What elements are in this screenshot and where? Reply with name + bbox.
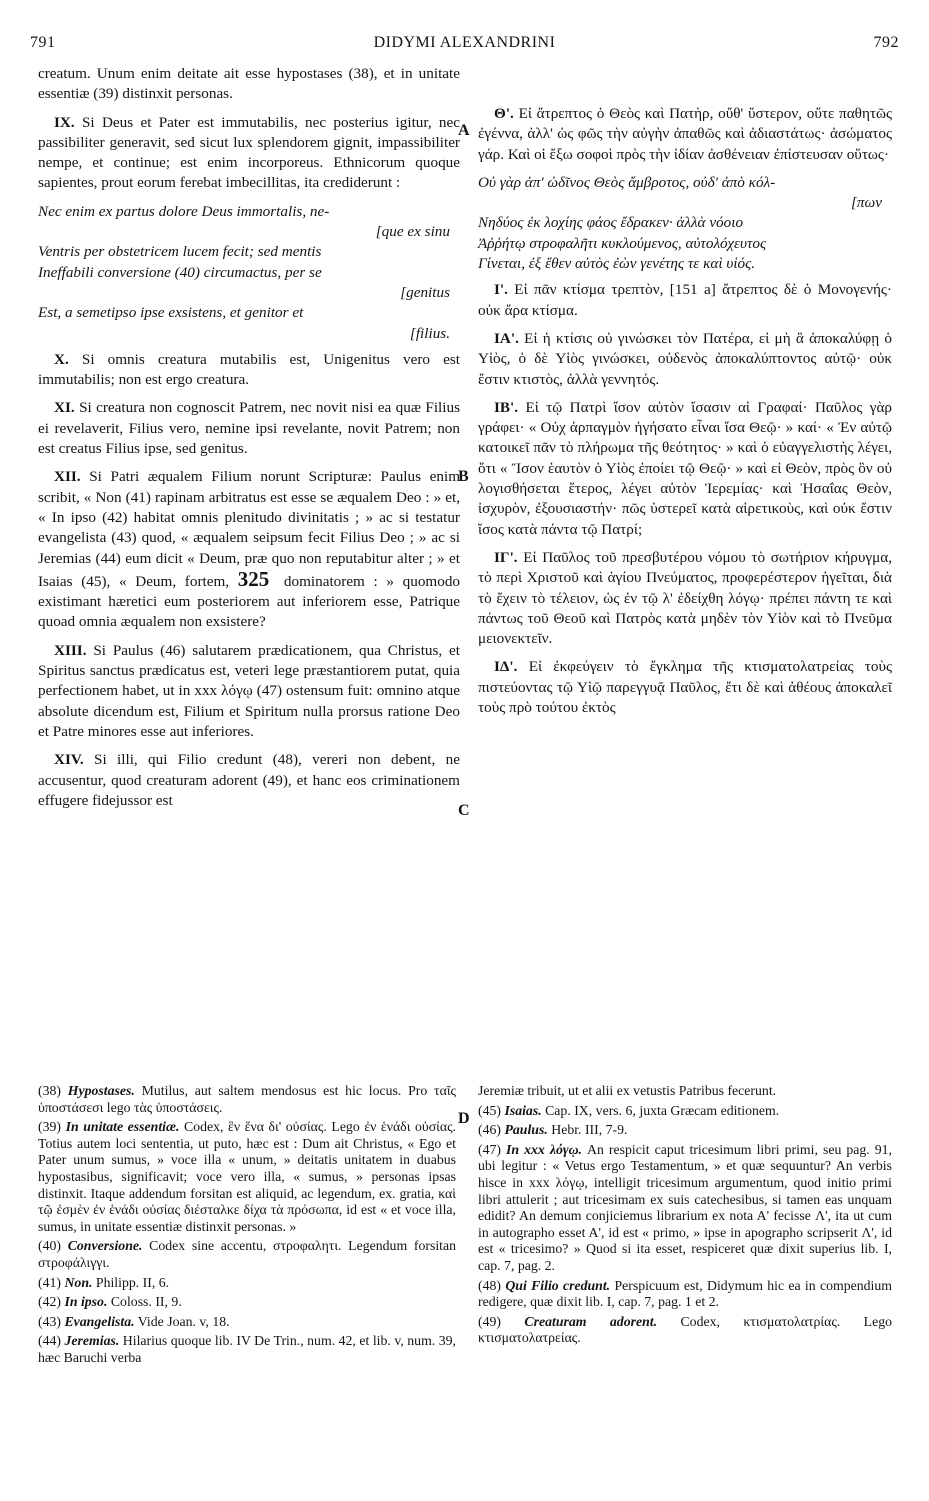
page-number-left: 791 bbox=[30, 34, 56, 51]
section-marker-c: C bbox=[458, 802, 470, 819]
footnote: (46) Paulus. Hebr. III, 7-9. bbox=[478, 1122, 628, 1138]
latin-section-12: XII. Si Patri æqualem Filium norunt Scripturæ: Paulus enim scribit, « Non (41) rapinam arbitratus est esse se æqualem Deo : » et, « In ipso (42) habitat omnis plenitudo divinitatis ; » ac si testatur evangelista (43) quod, « æqualem seipsum fecit Filius Deo ; » ac si Jeremias (44) eum dicit « Deum, præ quo non reputabitur alter ; » et Isaias (45), « Deum, fortem, 325 dominatorem : » quomodo existimant hæretici eum posteriorem aut inferiorem esse, Patrique quoad omnia æqualem non exsistere? bbox=[38, 468, 461, 631]
footnotes-left bbox=[38, 1083, 456, 1370]
latin-section-10: X. Si omnis creatura mutabilis est, Unigenitus vero est immutabilis; non est ergo creatura. bbox=[38, 350, 460, 389]
section-marker-d: D bbox=[458, 1110, 470, 1127]
footnote: (49) Creaturam adorent. Codex, κτισματολατρίας. Lego κτισματολατρείας. bbox=[478, 1313, 893, 1346]
running-header bbox=[30, 34, 899, 56]
latin-verse: Nec enim ex partus dolore Deus immortalis, ne- [que ex sinu Ventris per obstetricem lucem fecit; sed mentis Ineffabili conversione (40) circumactus, per se [genitus Est, a semetipso ipse exsistens, et genitor et [filius. bbox=[38, 202, 450, 342]
footnote: (44) Jeremias. Hilarius quoque lib. IV De Trin., num. 42, et lib. v, num. 39, hæc Baruchi verba bbox=[38, 1333, 456, 1365]
footnote: (39) In unitate essentiæ. Codex, ἓν ἕνα δι' οὐσίας. Lego ἐν ἑνάδι οὐσίας. Totius autem loci sententia, ut puto, hæc est : Dum ait Christus, « Ego et Pater unum sumus, » voce illa « unum, » deitatis unitatem in duabus hypostasibus, significavit; voce vero illa, « sumus, » personas ipsas distinxit. Itaque addendum forsitan est aliquid, ac legendum, ex. gratia, καὶ τῷ ἐσμὲν ἐν ἑνάδι οὐσίας διέσταλκε δίχα τὰ πρόσωπα, id est « et voce illa, sumus, in unitate essentiæ distinxit personas. » bbox=[38, 1119, 457, 1234]
running-title: DIDYMI ALEXANDRINI bbox=[373, 34, 556, 51]
footnote: Jeremiæ tribuit, ut et alii ex vetustis Patribus fecerunt. bbox=[478, 1083, 777, 1098]
section-marker-b: B bbox=[458, 468, 469, 485]
latin-section-9: IX. Si Deus et Pater est immutabilis, nec posterius igitur, nec passibiliter generavit, sed sicut lux splendorem gignit, impassibiliter nempe, et continue; est enim incorporeus. Ethnicorum quoque sapientes, prout eorum ferebat imbecillitas, ita crediderunt : bbox=[38, 113, 461, 192]
greek-column bbox=[478, 104, 892, 726]
footnote: (43) Evangelista. Vide Joan. v, 18. bbox=[38, 1313, 230, 1329]
footnote: (45) Isaias. Cap. IX, vers. 6, juxta Græcam editionem. bbox=[478, 1102, 780, 1118]
latin-section-11: XI. Si creatura non cognoscit Patrem, nec novit nisi ea quæ Filius ei revelaverit, Filius vero, nemine ipsi revelante, novit Patrem; non est creatus Filius ipse, sed genitus. bbox=[38, 399, 460, 458]
greek-section-14: ΙΔ'. Εἰ ἐκφεύγειν τὸ ἔγκλημα τῆς κτισματολατρείας τοὺς πιστεύοντας τῷ Υἱῷ παρεγγυᾷ Παῦλος, ἔτι δὲ καὶ ἀθέους ἀποκαλεῖ τοὺς πρὸ τούτου ἐκτὸς bbox=[478, 658, 892, 717]
latin-intro: creatum. Unum enim deitate ait esse hypostases (38), et in unitate essentiæ (39) distinxit personas. bbox=[38, 65, 460, 103]
footnote: (41) Non. Philipp. II, 6. bbox=[38, 1274, 170, 1290]
greek-verse: Οὐ γὰρ ἀπ' ὠδῖνος Θεὸς ἄμβροτος, οὐδ' ἀπὸ κόλ- [πων Νηδύος ἐκ λοχίης φάος ἔδρακεν· ἀλλὰ νόοιο Ἀῤῥήτῳ στροφαλῆτι κυκλούμενος, αὐτολόχευτος Γίνεται, ἐξ ἕθεν αὐτὸς ἐὼν γενέτης τε καὶ υἱός. bbox=[478, 173, 882, 273]
footnote: (40) Conversione. Codex sine accentu, στροφαλητι. Legendum forsitan στροφάλιγγι. bbox=[38, 1238, 457, 1270]
footnote: (47) In xxx λόγῳ. An respicit caput tricesimum libri primi, seu pag. 91, ubi legitur : « Vetus ergo Testamentum, » et quæ sequuntur? An verbis hisce in xxx λόγῳ, intelligit tricesimum argumentum, quod initio primi libri attulerit ; aut tricesimam ex suis catechesibus, si tamen eas unquam edidit? An demum conjiciemus librarium ex nota A' fecisse Λ', ita ut cum in autographo esset A', id est « primo, » ipse in apographo scripserit Λ', id est « tricesimo? » Quod si ita esset, respiceret quæ dixit superius lib. I, cap. 7, pag. 2. bbox=[478, 1141, 893, 1273]
footnote: (48) Qui Filio credunt. Perspicuum est, Didymum hic ea in compendium redigere, quæ dixit lib. I, cap. 7, pag. 1 et 2. bbox=[478, 1277, 893, 1310]
latin-column bbox=[38, 64, 460, 819]
greek-section-11: ΙΑ'. Εἰ ἡ κτίσις οὐ γινώσκει τὸν Πατέρα, εἰ μὴ ἃ ἀποκαλύφῃ ὁ Υἱὸς, ὁ δὲ Υἱὸς γινώσκει, οὐδενὸς ἀποκαλύπτοντος αὐτῷ· οὐκ ἔστιν κτιστὸς, ἀλλὰ γεννητός. bbox=[478, 329, 892, 388]
latin-section-14: XIV. Si illi, qui Filio credunt (48), vereri non debent, ne accusentur, quod creaturam adorent (49), et hanc eos criminationem effugere fidejussor est bbox=[38, 751, 460, 809]
greek-section-13: ΙΓ'. Εἰ Παῦλος τοῦ πρεσβυτέρου νόμου τὸ σωτήριον κήρυγμα, τὸ περὶ Χριστοῦ καὶ ἁγίου Πνεύματος, προφερέστερον ἡγεῖται, διὰ τὸ ἔχειν τὸ τέλειον, ὡς ἐν τῷ λ' ἐδείχθη λόγῳ· πρέπει πάντη τε καὶ πάντως τοῦ Θεοῦ καὶ Πατρὸς κατὰ μηδὲν τὸν Υἱὸν καὶ τὸ Πνεῦμα μειονεκτεῖν. bbox=[478, 548, 892, 648]
page-number-right: 792 bbox=[873, 34, 899, 51]
greek-section-12: ΙΒ'. Εἰ τῷ Πατρὶ ἴσον αὐτὸν ἴσασιν αἱ Γραφαί· Παῦλος γὰρ γράφει· « Οὐχ ἁρπαγμὸν ἡγήσατο εἶναι ἴσα Θεῷ· » καί· « Ἐν αὐτῷ κατοικεῖ πᾶν τὸ πλήρωμα τῆς θεότητος· » καὶ ὁ εὐαγγελιστὴς λέγει, ὅτι « Ἴσον ἑαυτὸν ὁ Υἱὸς ἐποίει τῷ Θεῷ· » καὶ εἰ Θεὸν, πρὸς ὃν οὐ λογισθήσεται ἕτερος, λέγει αὐτὸν Ἱερεμίας· καὶ Ἡσαΐας Θεὸν, ἰσχυρὸν, ἐξουσιαστήν· πῶς ὑστερεῖ κατὰ αἱρετικοὺς, καὶ οὐκ ἔστιν ἴσος κατὰ πάντα τῷ Πατρί; bbox=[478, 398, 892, 538]
greek-section-10: Ι'. Εἰ πᾶν κτίσμα τρεπτὸν, [151 a] ἄτρεπτος δὲ ὁ Μονογενής· οὐκ ἄρα κτίσμα. bbox=[478, 281, 892, 319]
footnote: (38) Hypostases. Mutilus, aut saltem mendosus est hic locus. Pro ταῖς ὑποστάσεσι lego τὰς ὑποστάσεις. bbox=[38, 1083, 456, 1115]
latin-section-13: XIII. Si Paulus (46) salutarem prædicationem, qua Christus, et Spiritus sanctus prædicatus est, veteri lege præstantiorem putat, quia perfectionem habet, ut in xxx λόγῳ (47) ostensum fuit: omnino atque absolute dicendum est, Filium et Spiritum nulla prorsus ratione Deo et Patre minores esse aut inferiores. bbox=[38, 641, 460, 740]
footnote: (42) In ipso. Coloss. II, 9. bbox=[38, 1294, 182, 1310]
footnotes-right bbox=[478, 1083, 892, 1350]
column-number: 325 bbox=[237, 566, 270, 591]
section-marker-a: A bbox=[458, 122, 470, 139]
greek-section-9: Θ'. Εἰ ἄτρεπτος ὁ Θεὸς καὶ Πατὴρ, οὔθ' ὕστερον, οὔτε παθητῶς ἐγέννα, ἀλλ' ὡς φῶς τὴν αὐγὴν ἀπαθῶς καὶ ἀδιαστάτως· ἀσώματος γάρ. Καὶ οἱ ἔξω σοφοὶ πρὸς τὴν ἰδίαν ἀσθένειαν ἐπίστευσαν οὕτως· bbox=[478, 105, 893, 163]
